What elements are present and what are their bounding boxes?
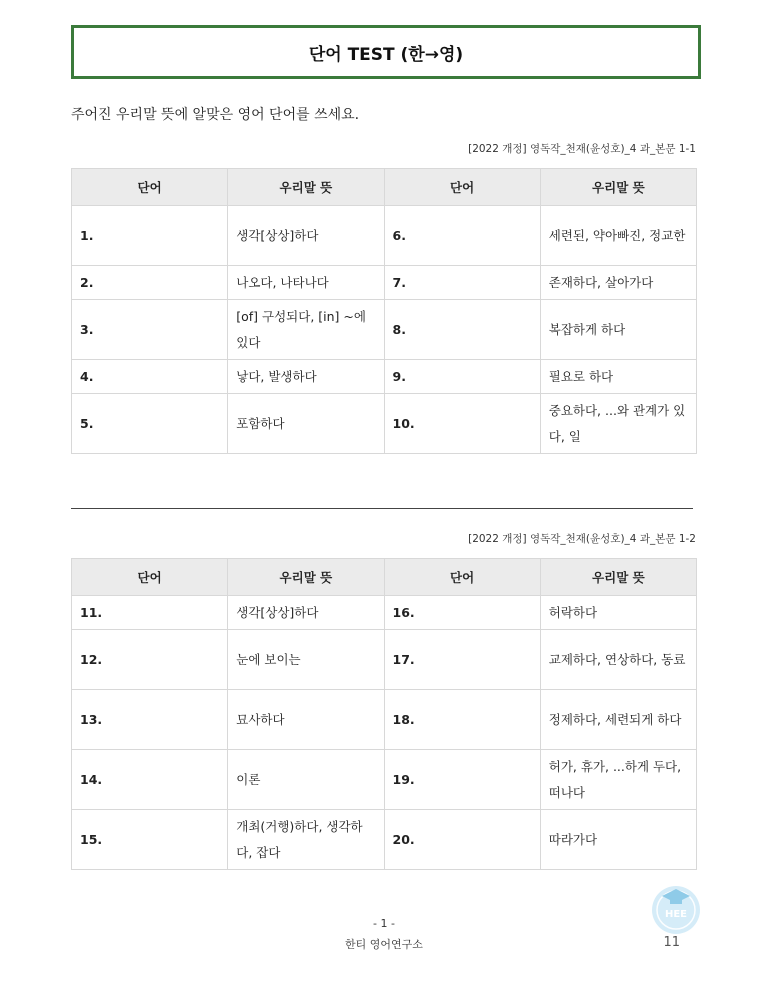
table-row: [72, 206, 697, 266]
item-meaning: 허가, 휴가, ...하게 두다, 떠나다: [540, 750, 696, 810]
item-number: 20.: [384, 810, 540, 870]
item-meaning: 따라가다: [540, 810, 696, 870]
item-meaning: 중요하다, ...와 관계가 있다, 일: [540, 394, 696, 454]
item-meaning: 나오다, 나타나다: [228, 266, 384, 300]
item-meaning: 정제하다, 세련되게 하다: [540, 690, 696, 750]
page-number: 11: [663, 935, 680, 950]
item-meaning: 생각[상상]하다: [228, 206, 384, 266]
item-meaning: 허락하다: [540, 596, 696, 630]
header-word: 단어: [384, 169, 540, 206]
header-meaning: 우리말 뜻: [228, 169, 384, 206]
item-meaning: 낳다, 발생하다: [228, 360, 384, 394]
table-row: [72, 690, 697, 750]
header-word: 단어: [72, 169, 228, 206]
item-number: 18.: [384, 690, 540, 750]
item-meaning: 필요로 하다: [540, 360, 696, 394]
item-number: 3.: [72, 300, 228, 360]
item-meaning: [of] 구성되다, [in] ~에 있다: [228, 300, 384, 360]
item-meaning: 포함하다: [228, 394, 384, 454]
table-row: [72, 750, 697, 810]
item-number: 17.: [384, 630, 540, 690]
vocab-table: [71, 168, 697, 454]
page-title: 단어 TEST (한→영): [71, 25, 701, 79]
divider: [71, 508, 693, 509]
item-number: 19.: [384, 750, 540, 810]
item-number: 8.: [384, 300, 540, 360]
item-number: 16.: [384, 596, 540, 630]
instruction-text: 주어진 우리말 뜻에 알맞은 영어 단어를 쓰세요.: [71, 107, 360, 123]
table-row: [72, 630, 697, 690]
item-meaning: 복잡하게 하다: [540, 300, 696, 360]
item-meaning: 교제하다, 연상하다, 동료: [540, 630, 696, 690]
svg-text:HEE: HEE: [664, 909, 688, 920]
table-row: [72, 810, 697, 870]
hee-logo: [648, 880, 704, 936]
header-meaning: 우리말 뜻: [228, 559, 384, 596]
item-number: 14.: [72, 750, 228, 810]
item-number: 9.: [384, 360, 540, 394]
section-source: [2022 개정] 영독작_천재(윤성호)_4 과_본문 1-2: [468, 533, 696, 545]
item-meaning: 존재하다, 살아가다: [540, 266, 696, 300]
item-number: 13.: [72, 690, 228, 750]
header-meaning: 우리말 뜻: [540, 559, 696, 596]
item-number: 4.: [72, 360, 228, 394]
item-number: 7.: [384, 266, 540, 300]
section-source: [2022 개정] 영독작_천재(윤성호)_4 과_본문 1-1: [468, 143, 696, 155]
table-row: [72, 360, 697, 394]
item-meaning: 눈에 보이는: [228, 630, 384, 690]
item-meaning: 개최(거행)하다, 생각하다, 잡다: [228, 810, 384, 870]
table-row: [72, 300, 697, 360]
footer-page-label: - 1 -: [373, 917, 395, 930]
item-number: 10.: [384, 394, 540, 454]
item-number: 6.: [384, 206, 540, 266]
item-number: 2.: [72, 266, 228, 300]
vocab-table: [71, 558, 697, 870]
item-meaning: 생각[상상]하다: [228, 596, 384, 630]
header-meaning: 우리말 뜻: [540, 169, 696, 206]
footer-org: 한티 영어연구소: [345, 938, 423, 951]
table-row: [72, 394, 697, 454]
item-number: 15.: [72, 810, 228, 870]
table-row: [72, 596, 697, 630]
item-meaning: 이론: [228, 750, 384, 810]
item-meaning: 세련된, 약아빠진, 정교한: [540, 206, 696, 266]
item-number: 11.: [72, 596, 228, 630]
table-row: [72, 266, 697, 300]
header-word: 단어: [384, 559, 540, 596]
item-number: 1.: [72, 206, 228, 266]
header-word: 단어: [72, 559, 228, 596]
item-number: 5.: [72, 394, 228, 454]
item-number: 12.: [72, 630, 228, 690]
item-meaning: 묘사하다: [228, 690, 384, 750]
